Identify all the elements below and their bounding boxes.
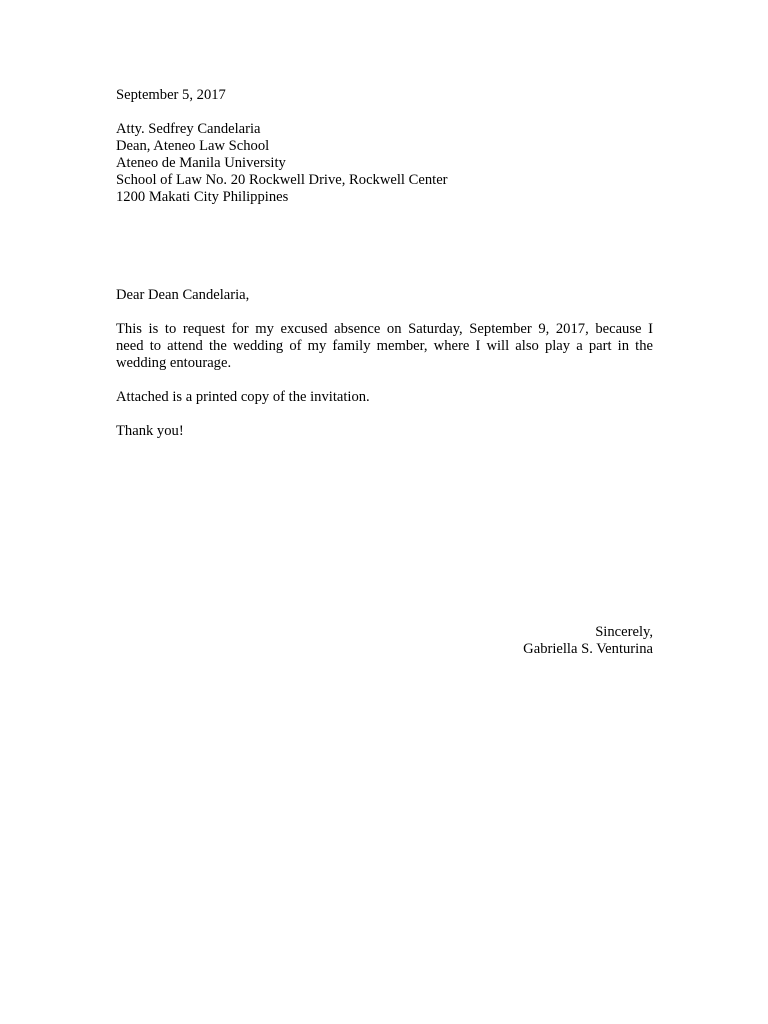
signature-name: Gabriella S. Venturina [523, 641, 653, 657]
recipient-organization: Ateneo de Manila University [116, 155, 286, 171]
recipient-address [116, 121, 653, 206]
recipient-city: 1200 Makati City Philippines [116, 189, 289, 205]
salutation-text: Dear Dean Candelaria, [116, 287, 250, 303]
body-line: need to attend the wedding of my family member, where I will also play a part in the [116, 338, 653, 354]
recipient-street: School of Law No. 20 Rockwell Drive, Rockwell Center [116, 172, 448, 188]
recipient-name: Atty. Sedfrey Candelaria [116, 121, 261, 137]
attachment-note [116, 389, 653, 406]
date-text: September 5, 2017 [116, 87, 226, 103]
thanks-text: Thank you! [116, 423, 184, 439]
body-line: wedding entourage. [116, 355, 232, 371]
body-paragraph [116, 321, 653, 372]
salutation [116, 287, 653, 304]
attachment-note-text: Attached is a printed copy of the invitation. [116, 389, 370, 405]
body-line: This is to request for my excused absence on Saturday, September 9, 2017, because I [116, 321, 653, 337]
closing-text: Sincerely, [595, 624, 653, 640]
closing-block [116, 624, 653, 658]
letter-date [116, 87, 653, 104]
thanks-line [116, 423, 653, 440]
recipient-title: Dean, Ateneo Law School [116, 138, 270, 154]
